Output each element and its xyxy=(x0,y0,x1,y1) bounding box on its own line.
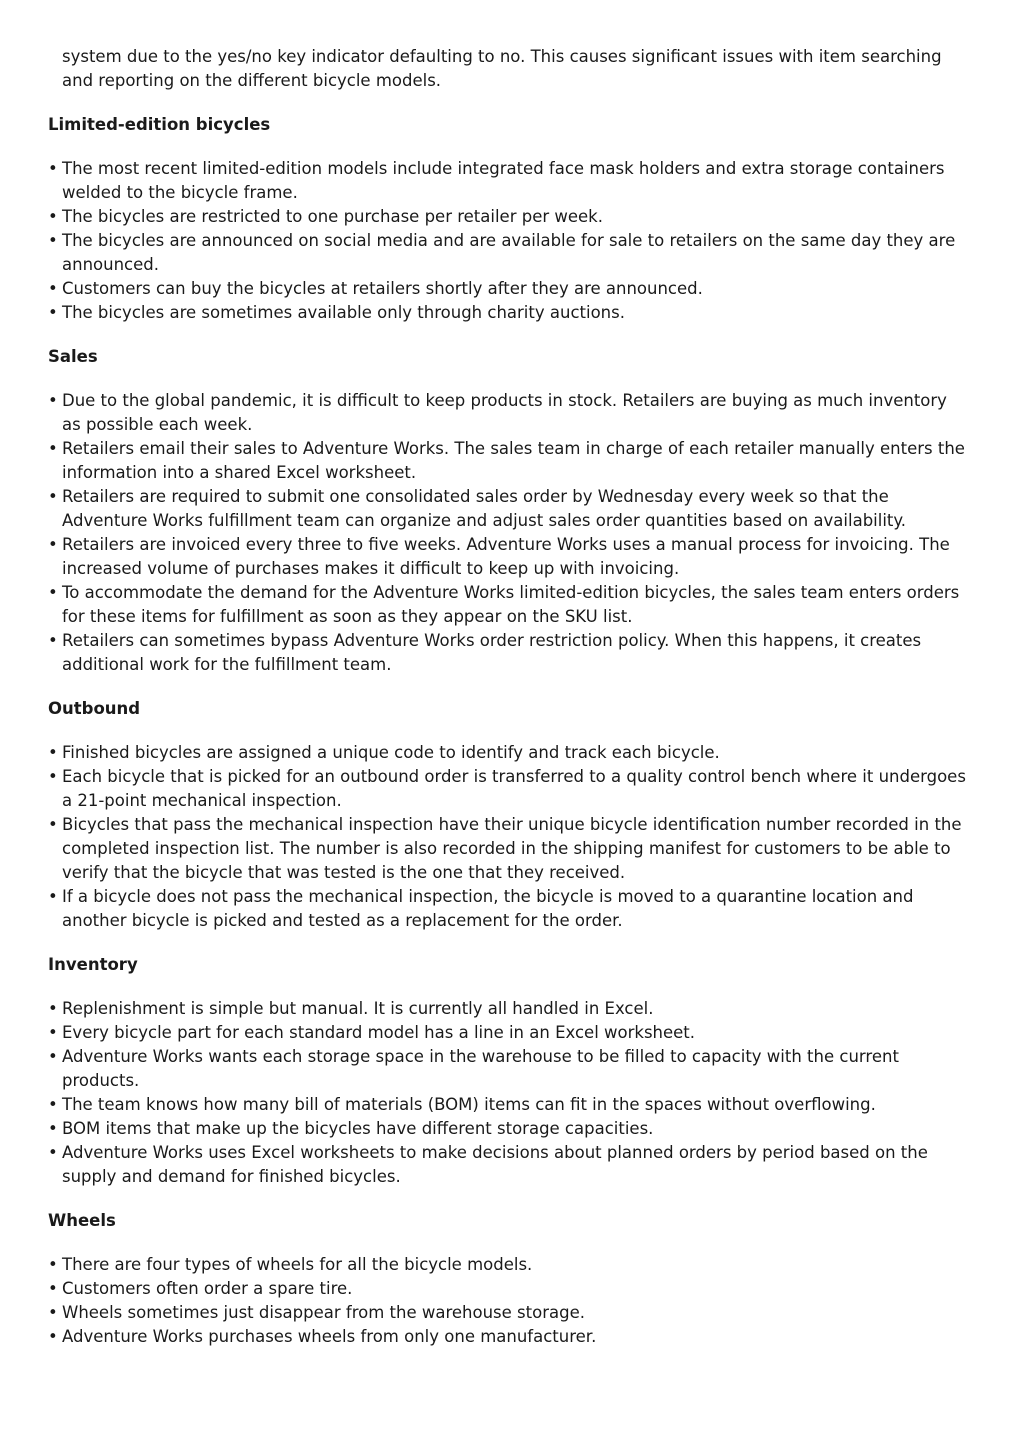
bullet-list xyxy=(48,741,968,933)
section-heading: Limited-edition bicycles xyxy=(48,115,271,134)
list-item: • Retailers can sometimes bypass Adventure Works order restriction policy. When this happens, it creates additional work for the fulfillment team. xyxy=(48,629,968,677)
list-item: • Adventure Works purchases wheels from only one manufacturer. xyxy=(48,1325,968,1349)
section-heading: Wheels xyxy=(48,1211,116,1230)
intro-paragraph: system due to the yes/no key indicator defaulting to no. This causes significant issues with item searching and reporting on the different bicycle models. xyxy=(62,47,942,90)
list-item: • The bicycles are announced on social media and are available for sale to retailers on the same day they are announced. xyxy=(48,229,968,277)
list-item: • To accommodate the demand for the Adventure Works limited-edition bicycles, the sales team enters orders for these items for fulfillment as soon as they appear on the SKU list. xyxy=(48,581,968,629)
list-item: • There are four types of wheels for all the bicycle models. xyxy=(48,1253,968,1277)
list-item: • The bicycles are sometimes available only through charity auctions. xyxy=(48,301,968,325)
list-item: • Adventure Works uses Excel worksheets to make decisions about planned orders by period based on the supply and demand for finished bicycles. xyxy=(48,1141,968,1189)
bullet-list xyxy=(48,1253,968,1349)
list-item: • Retailers are invoiced every three to five weeks. Adventure Works uses a manual process for invoicing. The increased volume of purchases makes it difficult to keep up with invoicing. xyxy=(48,533,968,581)
list-item: • Replenishment is simple but manual. It is currently all handled in Excel. xyxy=(48,997,968,1021)
list-item: • Customers can buy the bicycles at retailers shortly after they are announced. xyxy=(48,277,968,301)
list-item: • The bicycles are restricted to one purchase per retailer per week. xyxy=(48,205,968,229)
list-item: • Retailers are required to submit one consolidated sales order by Wednesday every week so that the Adventure Works fulfillment team can organize and adjust sales order quantities based on availability. xyxy=(48,485,968,533)
section-outbound xyxy=(48,697,968,933)
list-item: • Every bicycle part for each standard model has a line in an Excel worksheet. xyxy=(48,1021,968,1045)
bullet-list xyxy=(48,157,968,325)
section-heading: Sales xyxy=(48,347,98,366)
list-item: • The most recent limited-edition models include integrated face mask holders and extra storage containers welded to the bicycle frame. xyxy=(48,157,968,205)
sections-container xyxy=(48,113,968,1349)
section-inventory xyxy=(48,953,968,1189)
list-item: • BOM items that make up the bicycles have different storage capacities. xyxy=(48,1117,968,1141)
list-item: • Bicycles that pass the mechanical inspection have their unique bicycle identification number recorded in the completed inspection list. The number is also recorded in the shipping manifest for customers to be able to verify that the bicycle that was tested is the one that they received. xyxy=(48,813,968,885)
list-item: • If a bicycle does not pass the mechanical inspection, the bicycle is moved to a quarantine location and another bicycle is picked and tested as a replacement for the order. xyxy=(48,885,968,933)
list-item: • Due to the global pandemic, it is difficult to keep products in stock. Retailers are buying as much inventory as possible each week. xyxy=(48,389,968,437)
section-sales xyxy=(48,345,968,677)
list-item: • Retailers email their sales to Adventure Works. The sales team in charge of each retailer manually enters the information into a shared Excel worksheet. xyxy=(48,437,968,485)
list-item: • Finished bicycles are assigned a unique code to identify and track each bicycle. xyxy=(48,741,968,765)
section-heading: Inventory xyxy=(48,955,138,974)
section-heading: Outbound xyxy=(48,699,141,718)
list-item: • The team knows how many bill of materials (BOM) items can fit in the spaces without overflowing. xyxy=(48,1093,968,1117)
section-limited-edition-bicycles xyxy=(48,113,968,325)
list-item: • Wheels sometimes just disappear from the warehouse storage. xyxy=(48,1301,968,1325)
bullet-list xyxy=(48,997,968,1189)
list-item: • Each bicycle that is picked for an outbound order is transferred to a quality control bench where it undergoes a 21-point mechanical inspection. xyxy=(48,765,968,813)
section-wheels xyxy=(48,1209,968,1349)
list-item: • Customers often order a spare tire. xyxy=(48,1277,968,1301)
bullet-list xyxy=(48,389,968,677)
list-item: • Adventure Works wants each storage space in the warehouse to be filled to capacity with the current products. xyxy=(48,1045,968,1093)
